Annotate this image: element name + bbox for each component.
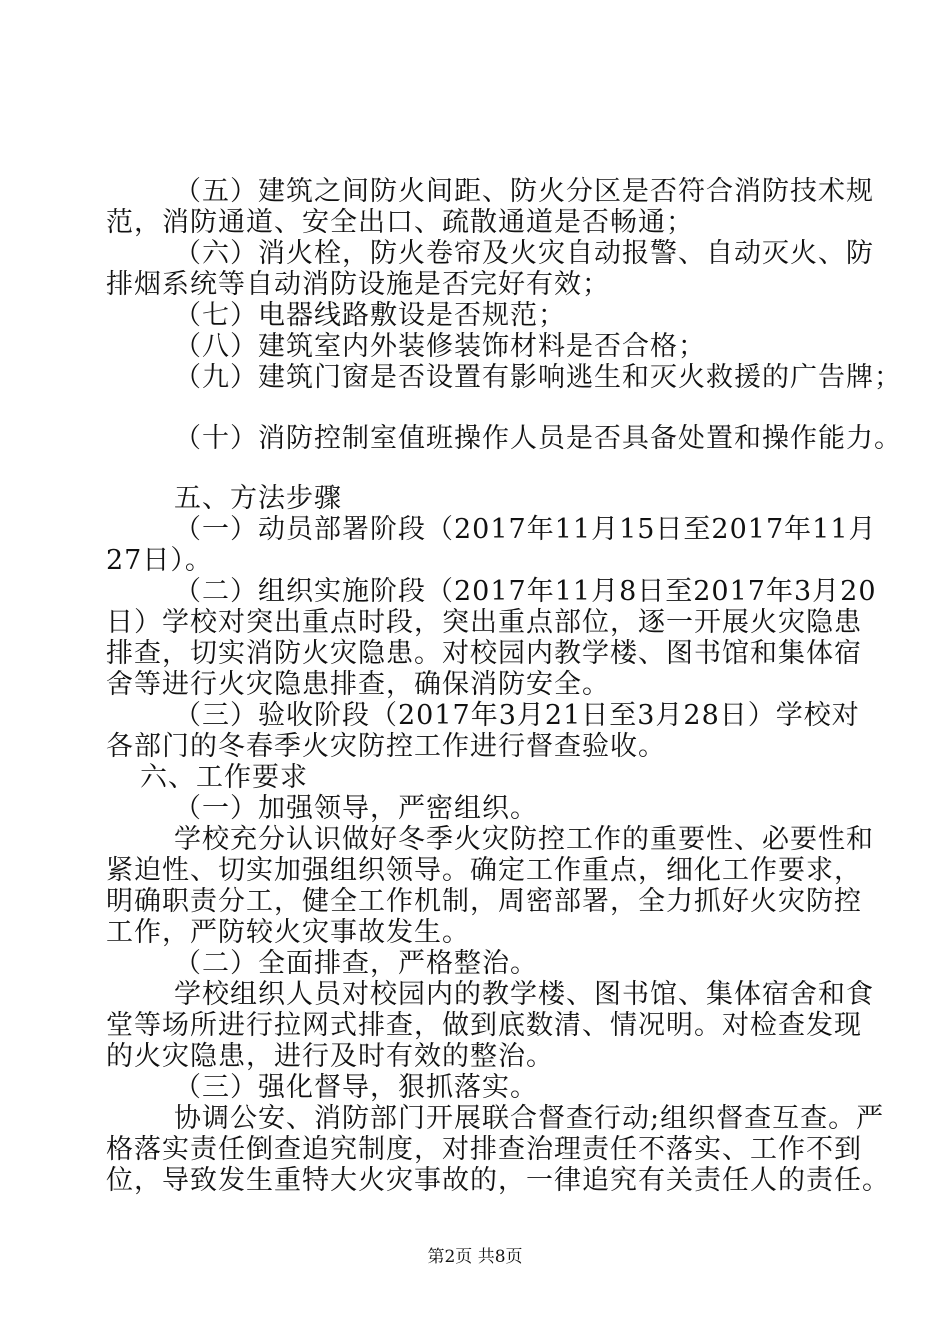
text-line: 27日）。 bbox=[106, 545, 213, 576]
text-line: （三）强化督导，狠抓落实。 bbox=[174, 1072, 538, 1103]
section-heading: 五、方法步骤 bbox=[174, 483, 342, 514]
section-heading: 六、工作要求 bbox=[140, 762, 308, 793]
text-line: 位，导致发生重特大火灾事故的，一律追究有关责任人的责任。 bbox=[106, 1165, 890, 1196]
text-line: 舍等进行火灾隐患排查，确保消防安全。 bbox=[106, 669, 610, 700]
text-line: 格落实责任倒查追究制度，对排查治理责任不落实、工作不到 bbox=[106, 1134, 862, 1165]
text-line: 明确职责分工，健全工作机制，周密部署，全力抓好火灾防控 bbox=[106, 886, 862, 917]
text-line: （七）电器线路敷设是否规范； bbox=[174, 300, 566, 331]
text-line: （一）加强领导，严密组织。 bbox=[174, 793, 538, 824]
text-line: （六）消火栓，防火卷帘及火灾自动报警、自动灭火、防 bbox=[174, 238, 874, 269]
page-number-footer: 第2页 共8页 bbox=[427, 1247, 523, 1267]
text-line: （二）组织实施阶段（2017年11月8日至2017年3月20 bbox=[174, 576, 877, 607]
text-line: 协调公安、消防部门开展联合督查行动;组织督查互查。严 bbox=[174, 1103, 885, 1134]
text-line: （五）建筑之间防火间距、防火分区是否符合消防技术规 bbox=[174, 176, 874, 207]
text-line: 排烟系统等自动消防设施是否完好有效； bbox=[106, 269, 610, 300]
text-line: （九）建筑门窗是否设置有影响逃生和灭火救援的广告牌； bbox=[174, 362, 902, 393]
text-line: （二）全面排查，严格整治。 bbox=[174, 948, 538, 979]
text-line: 工作，严防较火灾事故发生。 bbox=[106, 917, 470, 948]
text-line: （十）消防控制室值班操作人员是否具备处置和操作能力。 bbox=[174, 423, 902, 454]
text-line: （三）验收阶段（2017年3月21日至3月28日）学校对 bbox=[174, 700, 860, 731]
text-line: 各部门的冬春季火灾防控工作进行督查验收。 bbox=[106, 731, 666, 762]
text-line: 堂等场所进行拉网式排查，做到底数清、情况明。对检查发现 bbox=[106, 1010, 862, 1041]
text-line: 的火灾隐患，进行及时有效的整治。 bbox=[106, 1041, 554, 1072]
text-line: 学校充分认识做好冬季火灾防控工作的重要性、必要性和 bbox=[174, 824, 874, 855]
text-line: 学校组织人员对校园内的教学楼、图书馆、集体宿舍和食 bbox=[174, 979, 874, 1010]
text-line: （八）建筑室内外装修装饰材料是否合格； bbox=[174, 331, 706, 362]
text-line: （一）动员部署阶段（2017年11月15日至2017年11月 bbox=[174, 514, 877, 545]
text-line: 日）学校对突出重点时段，突出重点部位，逐一开展火灾隐患 bbox=[106, 607, 862, 638]
text-line: 排查，切实消防火灾隐患。对校园内教学楼、图书馆和集体宿 bbox=[106, 638, 862, 669]
text-line: 范，消防通道、安全出口、疏散通道是否畅通； bbox=[106, 207, 694, 238]
text-line: 紧迫性、切实加强组织领导。确定工作重点，细化工作要求， bbox=[106, 855, 862, 886]
